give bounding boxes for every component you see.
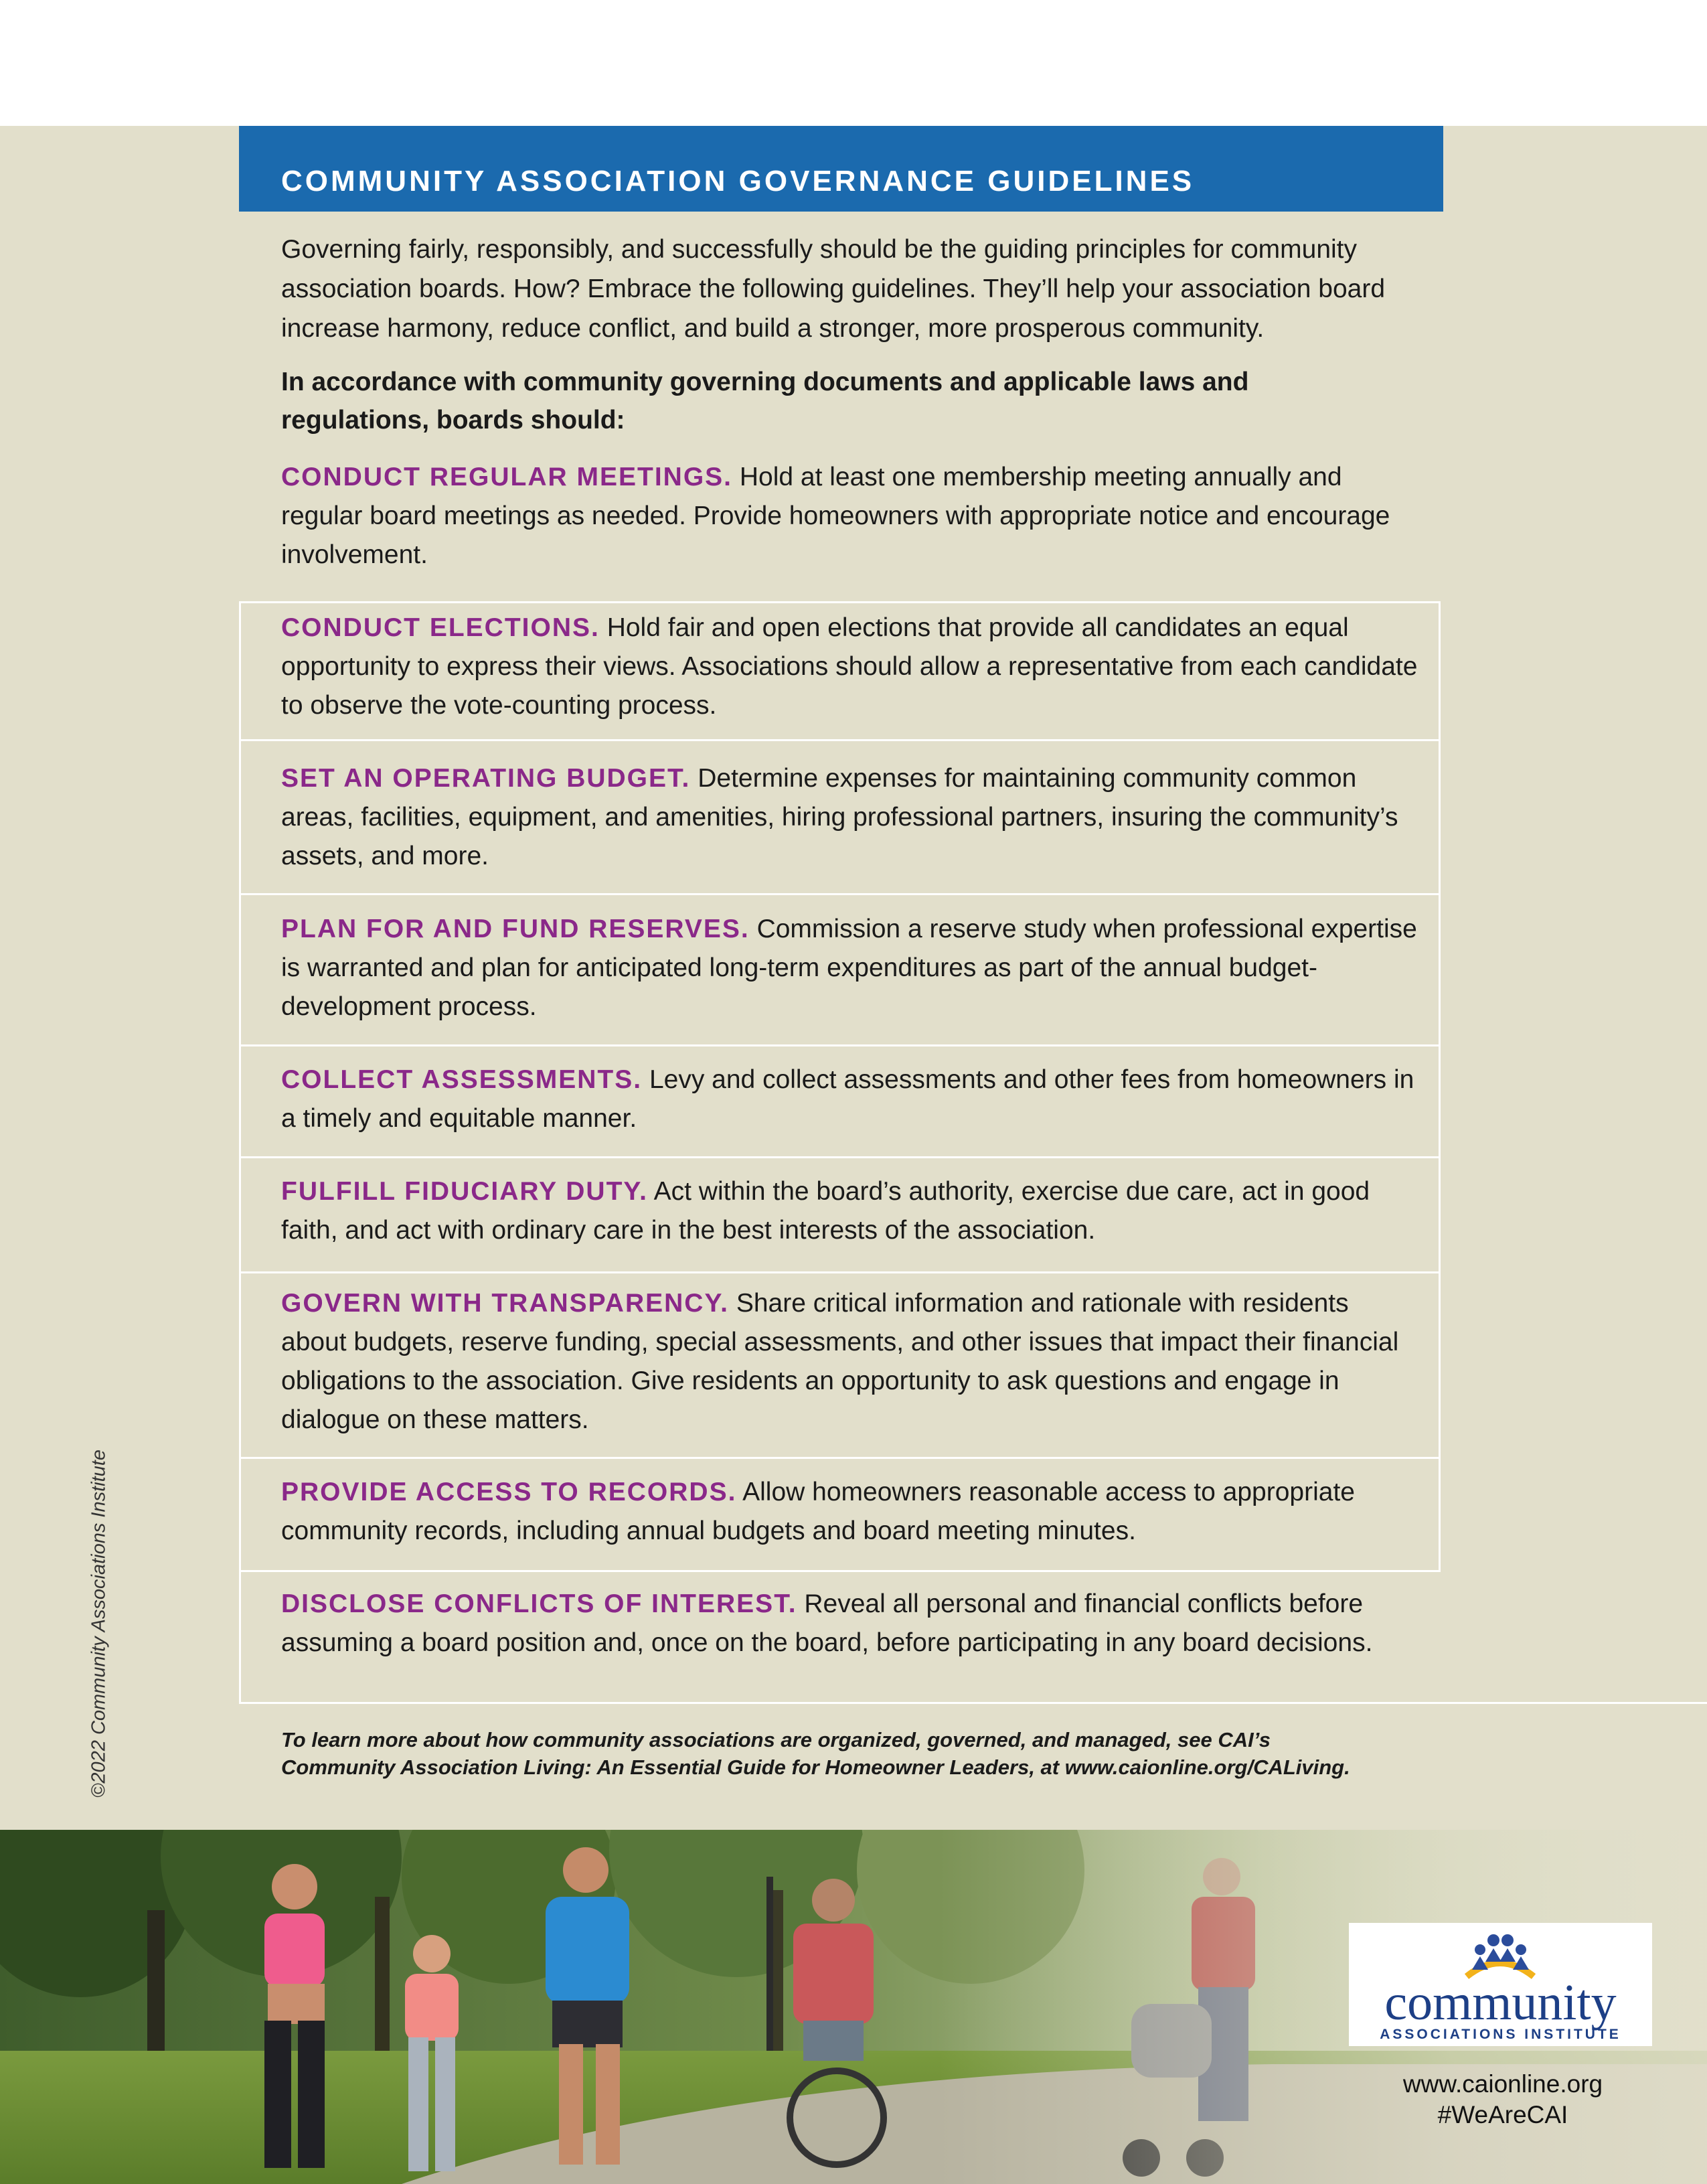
guideline-body: Hold at least one membership meeting annually and regular board meetings as needed. Provide homeowners with appropriate notice and encourage involvement.: [281, 463, 1390, 569]
logo-subtitle: ASSOCIATIONS INSTITUTE: [1380, 2027, 1621, 2042]
guideline-body: Commission a reserve study when professional expertise is warranted and plan for anticipated long-term expenditures as part of the annual budget-development process.: [281, 915, 1417, 1021]
guideline-title: CONDUCT ELECTIONS.: [281, 613, 600, 642]
guideline-title: PLAN FOR AND FUND RESERVES.: [281, 915, 750, 943]
cai-logo: [1349, 1923, 1652, 2046]
guideline-records: [281, 1473, 1419, 1551]
guideline-meetings: [281, 458, 1419, 574]
guideline-assessments: [281, 1061, 1419, 1138]
guideline-body: Allow homeowners reasonable access to appropriate community records, including annual budgets and board meeting minutes.: [281, 1478, 1355, 1545]
guideline-body: Reveal all personal and financial conflicts before assuming a board position and, once on the board, before participating in any board decisions.: [281, 1589, 1373, 1657]
intro-paragraph: Governing fairly, responsibly, and successfully should be the guiding principles for community association boards. How? Embrace the following guidelines. They’ll help your association board increase harmony, reduce conflict, and build a stronger, more prosperous community.: [281, 235, 1386, 343]
guideline-title: DISCLOSE CONFLICTS OF INTEREST.: [281, 1589, 797, 1618]
guideline-conflicts: [281, 1585, 1419, 1662]
guideline-title: COLLECT ASSESSMENTS.: [281, 1065, 643, 1094]
guideline-title: GOVERN WITH TRANSPARENCY.: [281, 1289, 729, 1318]
guideline-title: CONDUCT REGULAR MEETINGS.: [281, 463, 732, 491]
guideline-body: Hold fair and open elections that provide all candidates an equal opportunity to express their views. Associations should allow a representative from each candidate to observe the vote-counting process.: [281, 613, 1418, 720]
guideline-budget: [281, 759, 1419, 876]
hashtag: #WeAreCAI: [1437, 2101, 1568, 2128]
guideline-title: FULFILL FIDUCIARY DUTY.: [281, 1177, 648, 1206]
lead-statement: In accordance with community governing documents and applicable laws and regulations, boards should:: [281, 368, 1249, 435]
guideline-transparency: [281, 1284, 1419, 1439]
guideline-body: Act within the board’s authority, exercise due care, act in good faith, and act with ordinary care in the best interests of the association.: [281, 1177, 1370, 1245]
guideline-elections: [281, 609, 1419, 725]
copyright-notice: ©2022 Community Associations Institute: [88, 1450, 110, 1798]
guideline-body: Share critical information and rationale with residents about budgets, reserve funding, special assessments, and other issues that impact their financial obligations to the association. Give residents an opportunity to ask questions and engage in dialogue on these matters.: [281, 1289, 1399, 1434]
guideline-title: SET AN OPERATING BUDGET.: [281, 764, 691, 793]
learn-more-note: To learn more about how community associations are organized, governed, and managed, see CAI’s Community Association Living: An Essential Guide for Homeowner Leaders, at www.caionline.org/CALiving.: [281, 1728, 1350, 1779]
website-link[interactable]: www.caionline.org: [1402, 2070, 1603, 2098]
guideline-body: Levy and collect assessments and other fees from homeowners in a timely and equitable manner.: [281, 1065, 1414, 1133]
guideline-reserves: [281, 910, 1419, 1026]
logo-wordmark: community: [1384, 1974, 1617, 2031]
header-banner: [239, 126, 1443, 212]
guideline-body: Determine expenses for maintaining community common areas, facilities, equipment, and amenities, hiring professional partners, insuring the community’s assets, and more.: [281, 764, 1398, 870]
guideline-title: PROVIDE ACCESS TO RECORDS.: [281, 1478, 737, 1506]
divider-line: [1439, 1702, 1707, 1704]
guideline-fiduciary: [281, 1172, 1419, 1250]
page-title: COMMUNITY ASSOCIATION GOVERNANCE GUIDELINES: [281, 165, 1195, 198]
